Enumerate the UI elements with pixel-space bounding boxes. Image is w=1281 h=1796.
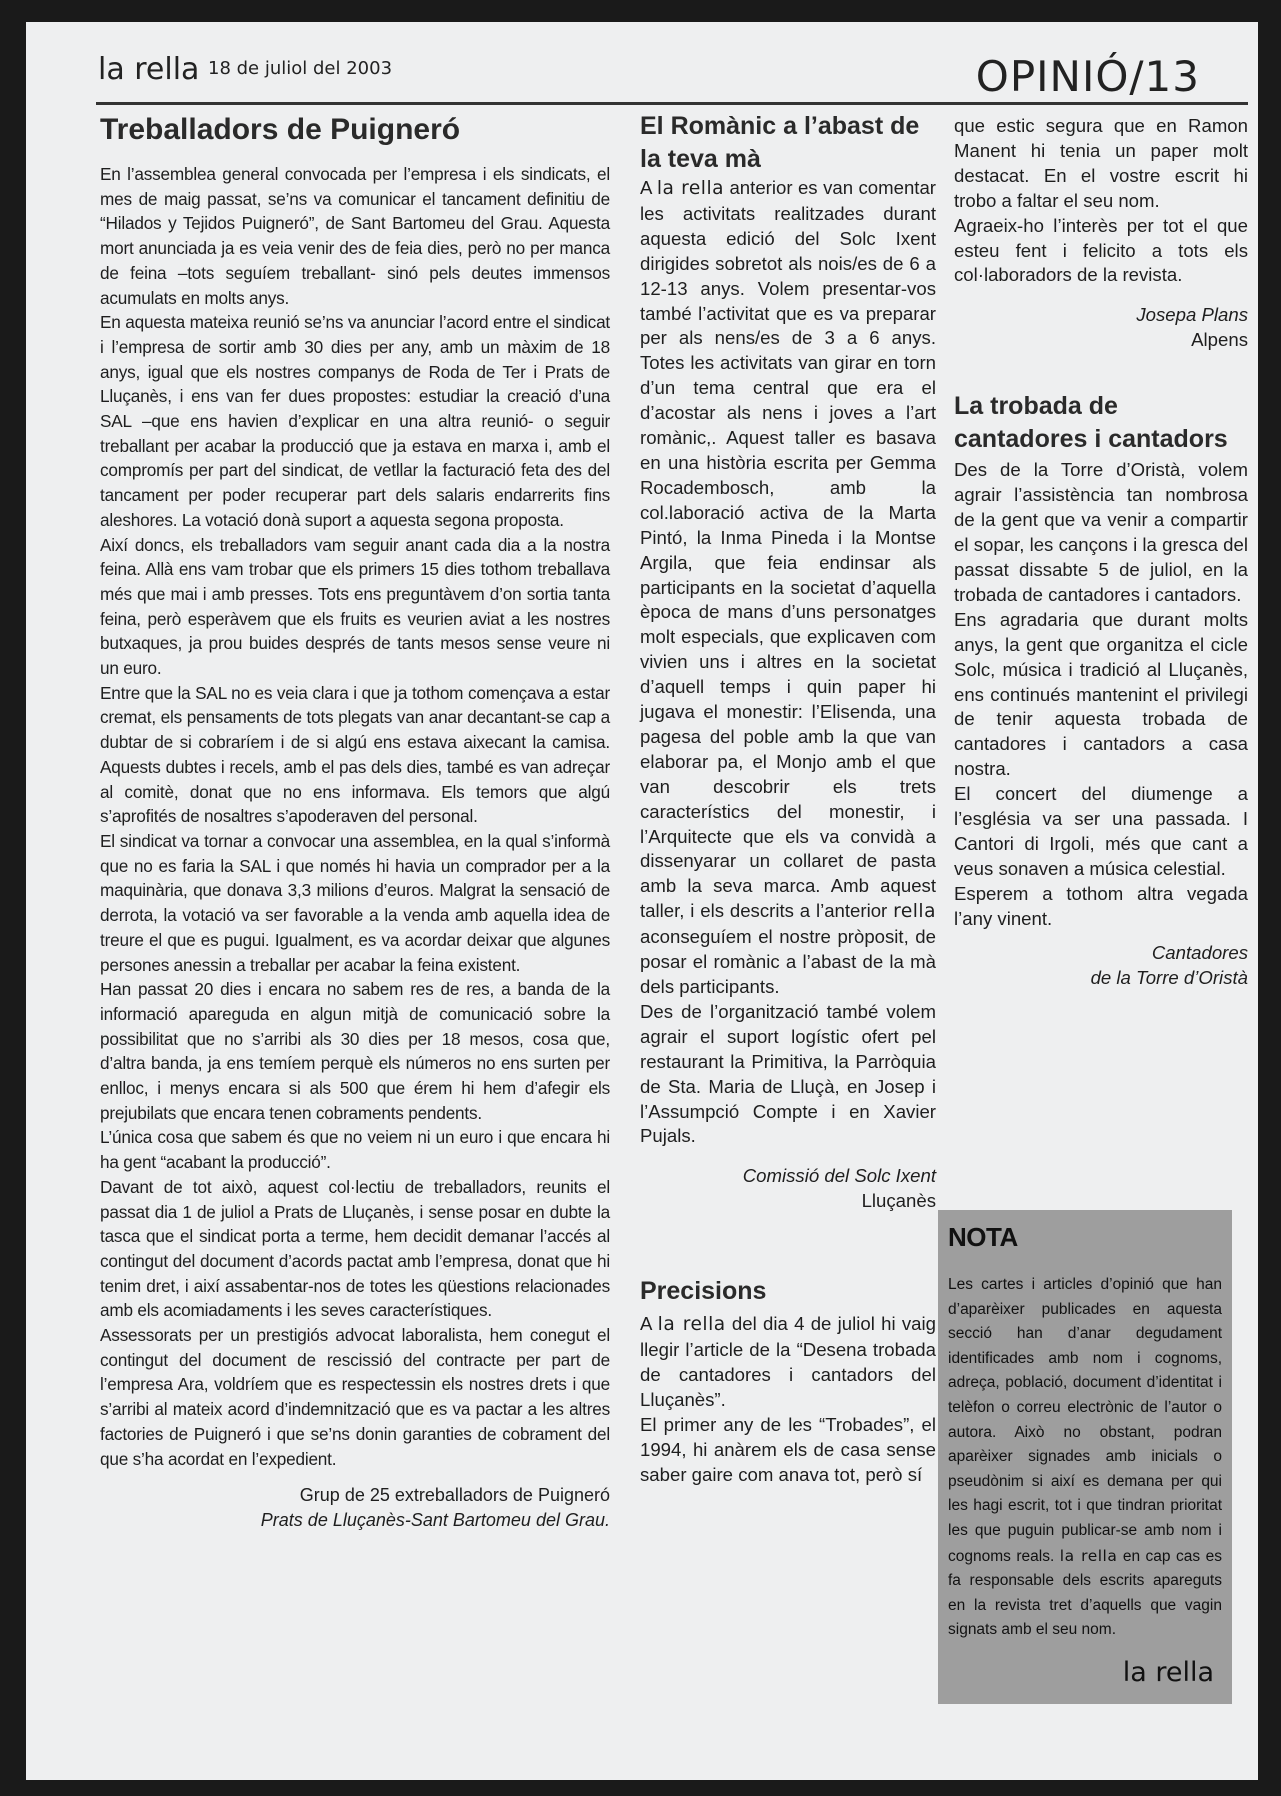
brand-name: rella — [893, 901, 936, 923]
nota-title: NOTA — [948, 1222, 1018, 1252]
article-treballadors-puignero — [100, 112, 610, 1533]
article-paragraph: Entre que la SAL no es veia clara i que ja tothom començava a estar cremat, els pensaments de tots plegats van anar decantant-se cap a dubtar de si cobraríem i de si algú ens estava aixecant la camisa. Aquests dubtes i recels, amb el pas dels dies, també es van adreçar al comitè, donat que no ens informava. Els temors que algú s’aprofités de nosaltres s’apoderaven del personal. — [100, 682, 610, 827]
article-column-3 — [954, 114, 1248, 990]
article-paragraph: El primer any de les “Trobades”, el 1994, hi anàrem els de casa sense saber gaire com anava tot, però sí — [640, 1413, 936, 1485]
article-signature-place: Prats de Lluçanès-Sant Bartomeu del Grau. — [260, 1510, 610, 1531]
brand-name: la rella — [657, 1314, 726, 1336]
article-paragraph: Així doncs, els treballadors vam seguir anant cada dia a la nostra feina. Allà ens vam trobar que els primers 15 dies tothom treballava més que mai i amb presses. Tots ens preguntàvem d’on sortia tanta feina, però esperàvem que els fruits es veurien aviat a les nostres butxaques, ja prou buides després de tants mesos sense veure ni un euro. — [100, 534, 610, 679]
article-paragraph: El concert del diumenge a l’església va ser una passada. I Cantori di Irgoli, més que cant a veus sonaven a música celestial. — [954, 783, 1248, 879]
article-signature-place: de la Torre d’Oristà — [1090, 966, 1248, 988]
article-signature: Comissió del Solc Ixent — [742, 1165, 936, 1187]
article-paragraph: El sindicat va tornar a convocar una assemblea, en la qual s’informà que no es faria la SAL i que només hi havia un comprador per a la maquinària, que donava 3,3 milions d’euros. Malgrat la sensació de derrota, la votació va ser favorable a la venda amb aquella idea de treure el que es pugui. Igualment, es va acordar deixar que algunes persones anessin a treballar per acabar la feina existent. — [100, 830, 610, 975]
article-romanic — [640, 110, 936, 1488]
article-paragraph: A la rella del dia 4 de juliol hi vaig llegir l’article de la “Desena trobada de cantadores i cantadors del Lluçanès”. — [640, 1313, 936, 1411]
masthead: la rella — [98, 52, 200, 87]
nota-text: Les cartes i articles d’opinió que han d’aparèixer publicades en aquesta secció han d’anar degudament identificades amb nom i cognoms, adreça, població, document d’identitat i telèfon o correu electrònic de l’autor o autora. Això no obstant, podran aparèixer signades amb inicials o pseudònim si així es demana per qui les hagi escrit, tot i que tindran prioritat les que puguin publicar-se amb nom i cognoms reals. la rella en cap cas es fa responsable dels escrits apareguts en la revista tret d’aquells que vagin signats amb el seu nom. — [948, 1276, 1222, 1639]
article-paragraph: En l’assemblea general convocada per l’empresa i els sindicats, el mes de maig passat, se’ns va comunicar el tancament definitiu de “Hilados y Tejidos Puigneró”, de Sant Bartomeu del Grau. Aquesta mort anunciada ja es veia venir des de feia dies, però no per manca de feina –tots seguíem treballant- sinó pels deutes immensos acumulats en molts anys. — [100, 164, 610, 308]
newspaper-page — [26, 22, 1258, 1780]
article-paragraph: Han passat 20 dies i encara no sabem res de res, a banda de la informació apareguda en algun mitjà de comunicació sobre la possibilitat que no s’arribi als 30 dies per 18 mesos, cosa que, d’altra banda, ja ens temíem perquè els números no ens surten per enlloc, i menys encara si als 500 que érem hi hem d’afegir els prejubilats que encara tenen cobraments pendents. — [100, 979, 610, 1123]
article-paragraph: Des de la Torre d’Oristà, volem agrair l’assistència tan nombrosa de la gent que va venir a compartir el sopar, les cançons i la gresca del passat dissabte 5 de juliol, en la trobada de cantadores i cantadors. — [954, 459, 1248, 605]
article-title: El Romànic a l’abast de la teva mà — [640, 112, 920, 173]
article-signature: Cantadores — [1151, 941, 1248, 963]
nota-brand-logo: la rella — [1122, 1657, 1214, 1688]
article-signature: Josepa Plans — [1136, 304, 1248, 326]
article-paragraph: A la rella anterior es van comentar les activitats realitzades durant aquesta edició del Solc Ixent dirigides sobretot als nois/es de 6 a 12-13 anys. Volem presentar-vos també l’activitat que es va preparar per als nens/es de 3 a 6 anys. Totes les activitats van girar en torn d’un tema central que era el d’acostar als nens i joves a l’art romànic,. Aquest taller es basava en una història escrita per Gemma Rocadembosch, amb la col.laboració activa de la Marta Pintó, la Inma Pineda i la Montse Argila, que feia endinsar als participants en la societat d’aquella època de mans d’uns personatges molt especials, que explicaven com vivien uns i altres en la societat d’aquell temps i quin paper hi jugava el monestir: l’Elisenda, una pagesa del poble amb la que van elaborar pa, el Monjo amb el que van descobrir els trets característics del monestir, i l’Arquitecte que els va convidà a dissenyarar un collaret de pasta amb la seva marca. Amb aquest taller, i els descrits a l’anterior rella aconseguíem el nostre pròposit, de posar el romànic a l’abast de la mà dels participants. — [640, 177, 937, 997]
brand-name: la rella — [656, 178, 725, 199]
article-paragraph: Davant de tot això, aquest col·lectiu de treballadors, reunits el passat dia 1 de juliol a Prats de Lluçanès, i sense posar en dubte la tasca que el sindicat porta a terme, hem decidit demanar l’accés al contingut del document d’acords pactat amb l’empresa, donat que hi tenim dret, i així assabentar-nos de totes les qüestions relacionades amb els acomiadaments i les seves característiques. — [100, 1176, 610, 1321]
article-signature-place: Alpens — [1191, 329, 1248, 351]
article-paragraph: Agraeix-ho l’interès per tot el que esteu fent i felicito a tots els col·laboradors de la revista. — [954, 214, 1248, 286]
issue-date: 18 de juliol del 2003 — [208, 58, 393, 79]
article-paragraph: Ens agradaria que durant molts anys, la gent que organitza el cicle Solc, música i tradició al Lluçanès, ens continués mantenint el privilegi de tenir aquesta trobada de cantadores i cantadors a casa nostra. — [954, 608, 1248, 780]
article-title-trobada: La trobada de cantadores i cantadors — [954, 392, 1228, 454]
article-title-precisions: Precisions — [640, 1277, 767, 1306]
article-signature-place: Lluçanès — [861, 1190, 936, 1212]
article-paragraph: Des de l’organització també volem agrair el suport logístic ofert pel restaurant la Primitiva, la Parròquia de Sta. Maria de Lluçà, en Josep i l’Assumpció Compte i en Xavier Pujals. — [640, 1000, 936, 1147]
article-paragraph: En aquesta mateixa reunió se’ns va anunciar l’acord entre el sindicat i l’empresa de sortir amb 30 dies per any, amb un màxim de 18 anys, igual que els nostres companys de Roda de Ter i Prats de Lluçanès, i ens van fer dues propostes: estudiar la creació d’una SAL –que ens havien d’explicar en una altra reunió- o seguir treballant per acabar la producció que ja estava en marxa i, amb el compromís per part del sindicat, de vetllar la facturació feta des del tancament per poder recuperar part dels salaris endarrerits fins aleshores. La votació donà suport a aquesta segona proposta. — [100, 312, 610, 530]
header-divider — [96, 102, 1248, 105]
article-title: Treballadors de Puigneró — [100, 113, 461, 146]
article-paragraph: L’única cosa que sabem és que no veiem ni un euro i que encara hi ha gent “acabant la producció”. — [100, 1127, 610, 1173]
article-paragraph: Esperem a tothom altra vegada l’any vinent. — [954, 882, 1248, 929]
nota-box — [938, 1210, 1232, 1704]
brand-name: la rella — [1059, 1546, 1118, 1565]
article-paragraph-continued: que estic segura que en Ramon Manent hi tenia un paper molt destacat. En el vostre escrit hi trobo a faltar el seu nom. — [954, 115, 1248, 211]
section-title: OPINIÓ/13 — [975, 52, 1200, 101]
article-signature: Grup de 25 extreballadors de Puigneró — [299, 1485, 610, 1506]
article-paragraph: Assessorats per un prestigiós advocat laboralista, hem conegut el contingut del document de rescissió del contracte per part de l’empresa Ara, voldríem que es respectessin els nostres drets i que s’arribi al mateix acord d’indemnització que es va pactar a les altres factories de Puigneró i que se’ns donin garanties de cobrament del que s’ha acordat en l’expedient. — [100, 1325, 610, 1469]
